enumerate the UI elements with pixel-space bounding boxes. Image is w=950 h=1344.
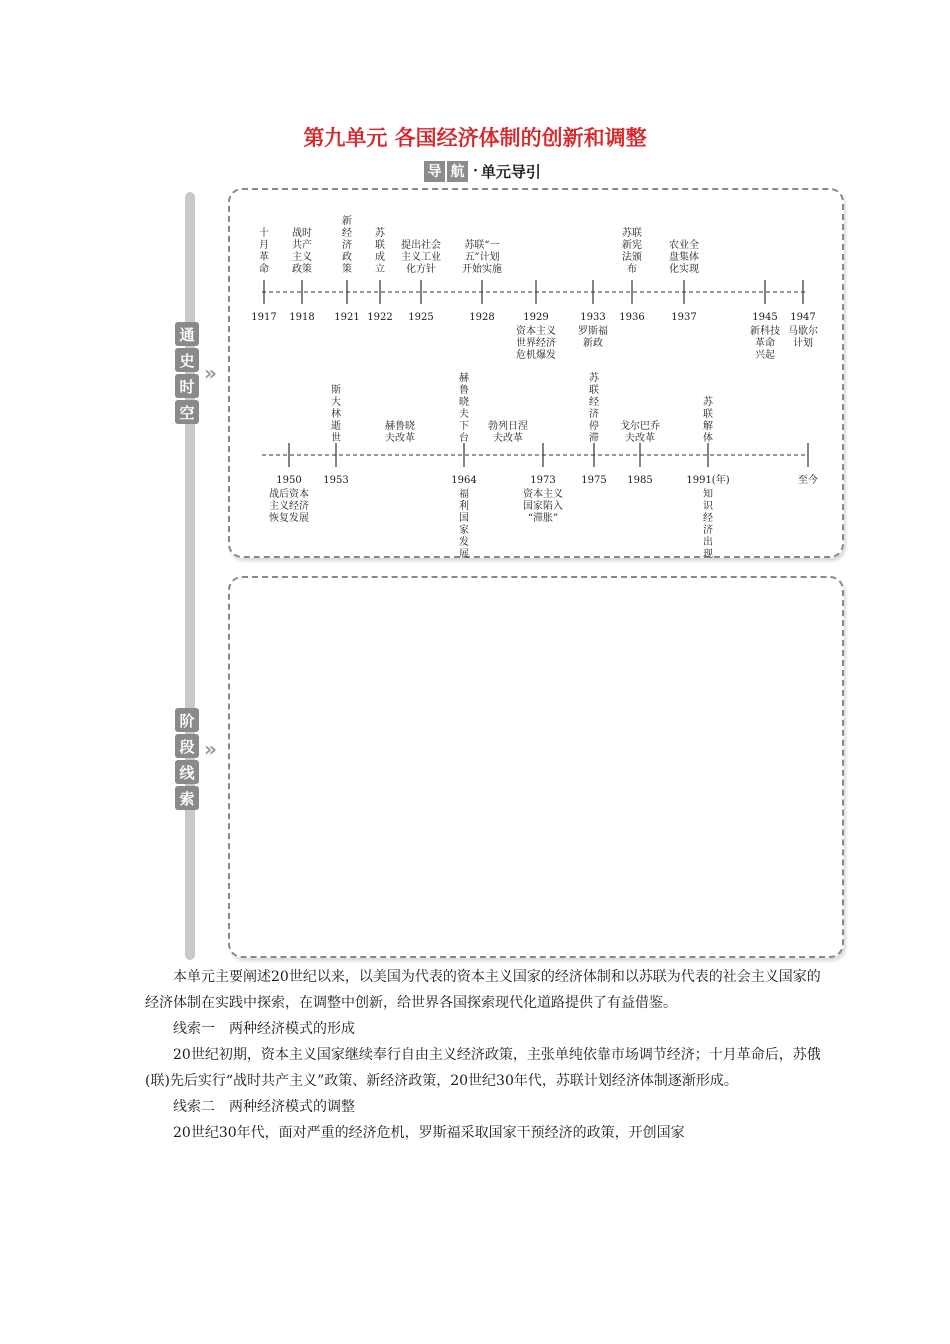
timeline-year-label: 1922 xyxy=(367,312,393,323)
timeline-year-label: 1973 xyxy=(530,475,556,486)
timeline-year-label: 1929 xyxy=(523,312,549,323)
timeline-year-label: 1936 xyxy=(619,312,645,323)
timeline-year-label: 1975 xyxy=(581,475,607,486)
timeline-event-label: 联 xyxy=(703,409,713,420)
timeline-event-label: 化方针 xyxy=(406,264,436,275)
timeline-year-label: 1928 xyxy=(469,312,495,323)
timeline-event-label: 济 xyxy=(703,525,713,536)
side-label-char: 阶 xyxy=(175,708,199,732)
timeline-event-label: 主义经济 xyxy=(269,501,309,512)
timeline-event-label: 农业全 xyxy=(669,240,699,251)
timeline-event-label: 提出社会 xyxy=(401,240,441,251)
timeline-event-label: 布 xyxy=(627,264,637,275)
timeline-event-label: 革命 xyxy=(755,338,775,349)
timeline-event-label: 月 xyxy=(259,240,269,251)
side-label-char: 时 xyxy=(175,374,199,398)
timeline-event-label: 命 xyxy=(259,264,269,275)
timeline-event-label: 政策 xyxy=(292,264,312,275)
timeline-event-label: 马歇尔 xyxy=(788,326,818,337)
timeline-event-label: 解 xyxy=(703,421,713,432)
timeline-event-label: 夫改革 xyxy=(625,433,655,444)
timeline-event-label: 逝 xyxy=(331,421,341,432)
timeline-event-label: 福 xyxy=(459,489,469,500)
paragraph-clue-1: 20世纪初期，资本主义国家继续奉行自由主义经济政策，主张单纯依靠市场调节经济；十月革命后，苏俄(联)先后实行“战时共产主义”政策、新经济政策，20世纪30年代，苏联计划经济体制逐渐形成。 xyxy=(145,1047,821,1089)
timeline-event-label: 政 xyxy=(342,252,352,263)
unit-title: 第九单元 各国经济体制的创新和调整 xyxy=(303,126,647,150)
timeline-year-label: 1947 xyxy=(790,312,816,323)
timeline-event-label: 战后资本 xyxy=(269,489,309,500)
timeline-event-label: 主义工业 xyxy=(401,252,441,263)
nav-box-1: 导 xyxy=(424,161,445,182)
timeline-event-label: 联 xyxy=(589,385,599,396)
timeline-event-label: 罗斯福 xyxy=(578,326,608,337)
timeline-event-label: 赫 xyxy=(459,373,469,384)
timeline-event-label: 家 xyxy=(459,525,469,536)
timeline-event-label: 夫改革 xyxy=(493,433,523,444)
timeline-event-label: 法颁 xyxy=(622,252,642,263)
timeline-year-label: 1950 xyxy=(276,475,302,486)
timeline-event-label: 新科技 xyxy=(750,326,780,337)
timeline-event-label: 计划 xyxy=(793,338,813,349)
timeline-event-label: 立 xyxy=(375,264,385,275)
timeline-event-label: 五”计划 xyxy=(464,252,500,263)
clue-heading-2: 线索二 两种经济模式的调整 xyxy=(173,1099,355,1115)
timeline-event-label: 开始实施 xyxy=(462,264,502,275)
timeline-event-label: 战时 xyxy=(292,228,312,239)
timeline-event-label: 斯 xyxy=(331,385,341,396)
timeline-event-label: 国家陷入 xyxy=(523,501,563,512)
timeline-event-label: 发 xyxy=(459,537,469,548)
timeline-event-label: 经 xyxy=(342,228,352,239)
paragraph-intro: 本单元主要阐述20世纪以来，以美国为代表的资本主义国家的经济体制和以苏联为代表的社会主义国家的经济体制在实践中探索，在调整中创新，给世界各国探索现代化道路提供了有益借鉴。 xyxy=(145,969,821,1011)
chevron-right-icon: » xyxy=(204,361,217,385)
timeline-event-label: 赫鲁晓 xyxy=(385,421,415,432)
timeline-event-label: 世 xyxy=(331,433,341,444)
nav-box-2: 航 xyxy=(447,161,468,182)
timeline-event-label: 经 xyxy=(589,397,599,408)
clue-heading-1: 线索一 两种经济模式的形成 xyxy=(173,1021,355,1037)
timeline-event-label: 恢复发展 xyxy=(269,513,309,524)
timeline-year-label: 1918 xyxy=(289,312,315,323)
timeline-event-label: 识 xyxy=(703,501,713,512)
side-label-char: 空 xyxy=(175,400,199,424)
timeline-event-label: 夫 xyxy=(459,409,469,420)
timeline-event-label: 停 xyxy=(589,421,599,432)
timeline-event-label: 知 xyxy=(703,489,713,500)
timeline-event-label: 革 xyxy=(259,252,269,263)
timeline-event-label: 苏联 xyxy=(622,228,642,239)
timeline-event-label: “滞胀” xyxy=(527,513,559,524)
timeline-event-label: 苏 xyxy=(375,228,385,239)
chevron-right-icon: » xyxy=(204,737,217,761)
timeline-event-label: 苏 xyxy=(589,373,599,384)
timeline-event-label: 现 xyxy=(703,549,713,560)
timeline-event-label: 成 xyxy=(375,252,385,263)
timeline-event-label: 戈尔巴乔 xyxy=(620,421,660,432)
timeline-year-label: 1937 xyxy=(671,312,697,323)
side-label-char: 史 xyxy=(175,348,199,372)
timeline-event-label: 国 xyxy=(459,513,469,524)
timeline-event-label: 资本主义 xyxy=(516,326,556,337)
timeline-year-label: 1985 xyxy=(627,475,653,486)
timeline-event-label: 下 xyxy=(459,421,469,432)
timeline-year-label: 1945 xyxy=(752,312,778,323)
timeline-event-label: 兴起 xyxy=(755,350,775,361)
timeline-event-label: 展 xyxy=(459,549,469,560)
side-label-char: 索 xyxy=(175,786,199,810)
timeline-event-label: 化实现 xyxy=(669,264,699,275)
timeline-event-label: 苏联“一 xyxy=(464,240,500,251)
timeline-year-label: 1933 xyxy=(580,312,606,323)
timeline-event-label: 出 xyxy=(703,537,713,548)
timeline-event-label: 台 xyxy=(459,433,469,444)
timeline-year-label: 1964 xyxy=(451,475,477,486)
timeline-year-label: 1991(年) xyxy=(686,475,730,486)
timeline-event-label: 策 xyxy=(342,264,352,275)
nav-dot: · xyxy=(473,163,478,179)
timeline-event-label: 经 xyxy=(703,513,713,524)
timeline-event-label: 新政 xyxy=(583,338,603,349)
side-label-char: 通 xyxy=(175,322,199,346)
timeline-event-label: 新宪 xyxy=(622,240,642,251)
timeline-event-label: 夫改革 xyxy=(385,433,415,444)
timeline-event-label: 新 xyxy=(342,216,352,227)
timeline-event-label: 济 xyxy=(589,409,599,420)
body-text xyxy=(145,964,825,1146)
side-label-char: 段 xyxy=(175,734,199,758)
timeline-event-label: 利 xyxy=(459,501,469,512)
timeline-event-label: 十 xyxy=(259,228,269,239)
timeline-event-label: 苏 xyxy=(703,397,713,408)
timeline-event-label: 共产 xyxy=(292,240,312,251)
timeline-year-label: 1925 xyxy=(408,312,434,323)
timeline-event-label: 大 xyxy=(331,397,341,408)
timeline-event-label: 盘集体 xyxy=(669,252,699,263)
timeline-event-label: 晓 xyxy=(459,397,469,408)
timeline-year-label: 1953 xyxy=(323,475,349,486)
timeline-event-label: 联 xyxy=(375,240,385,251)
timeline-event-label: 世界经济 xyxy=(516,338,556,349)
timeline-event-label: 滞 xyxy=(589,433,599,444)
nav-text: 单元导引 xyxy=(480,162,541,181)
paragraph-clue-2: 20世纪30年代，面对严重的经济危机，罗斯福采取国家干预经济的政策，开创国家 xyxy=(173,1125,685,1141)
timeline-event-label: 鲁 xyxy=(459,385,469,396)
timeline-year-label: 1921 xyxy=(334,312,360,323)
timeline-event-label: 主义 xyxy=(292,252,312,263)
timeline-event-label: 济 xyxy=(342,240,352,251)
timeline-year-label: 至今 xyxy=(798,475,818,486)
side-label-char: 线 xyxy=(175,760,199,784)
timeline-event-label: 资本主义 xyxy=(523,489,563,500)
timeline-year-label: 1917 xyxy=(251,312,277,323)
timeline-event-label: 危机爆发 xyxy=(516,350,556,361)
timeline-event-label: 林 xyxy=(331,409,341,420)
timeline-event-label: 体 xyxy=(703,433,713,444)
timeline-event-label: 勃列日涅 xyxy=(488,421,528,432)
